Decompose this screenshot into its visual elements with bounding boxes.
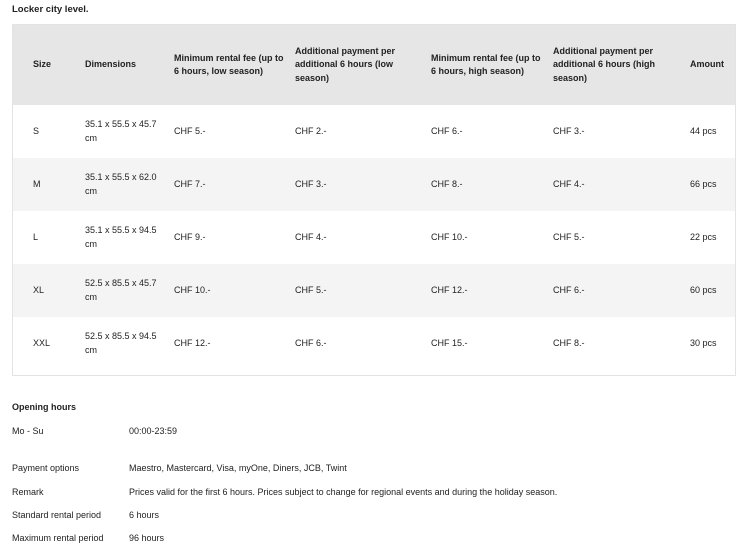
cell-amount: 66 pcs: [690, 158, 735, 211]
cell-additional-low: CHF 3.-: [295, 158, 431, 211]
opening-days-label: Mo - Su: [12, 426, 44, 436]
cell-additional-low: CHF 6.-: [295, 337, 327, 348]
cell-size: L: [33, 231, 39, 242]
table-row: [13, 264, 735, 317]
locker-price-table: [13, 25, 735, 370]
cell-dimensions: 35.1 x 55.5 x 62.0 cm: [85, 158, 174, 211]
payment-options-label: Payment options: [12, 463, 80, 473]
remark-label: Remark: [12, 487, 44, 497]
cell-additional-high: CHF 3.-: [553, 125, 585, 136]
cell-amount: 30 pcs: [690, 337, 717, 348]
cell-additional-high: CHF 8.-: [553, 337, 585, 348]
cell-additional-low: CHF 2.-: [295, 125, 327, 136]
standard-rental-value: 6 hours: [129, 510, 160, 520]
cell-additional-low: CHF 4.-: [295, 231, 327, 242]
cell-additional-high: CHF 6.-: [553, 264, 690, 317]
cell-min-fee-low: CHF 9.-: [174, 231, 206, 242]
cell-dimensions: 35.1 x 55.5 x 45.7 cm: [85, 119, 157, 143]
maximum-rental-label: Maximum rental period: [12, 533, 104, 543]
opening-hours-row: [12, 426, 177, 436]
header-size: Size: [33, 59, 52, 70]
standard-rental-row: [12, 510, 159, 520]
cell-min-fee-low: CHF 5.-: [174, 125, 206, 136]
cell-dimensions: 52.5 x 85.5 x 45.7 cm: [85, 264, 174, 317]
cell-additional-high: CHF 4.-: [553, 158, 690, 211]
cell-additional-high: CHF 5.-: [553, 231, 585, 242]
header-additional-high: Additional payment per additional 6 hours (high season): [553, 45, 655, 83]
cell-amount: 22 pcs: [690, 231, 717, 242]
table-row: [13, 211, 735, 264]
table-row: [13, 317, 735, 370]
header-min-fee-high: Minimum rental fee (up to 6 hours, high season): [431, 52, 541, 76]
cell-min-fee-low: CHF 7.-: [174, 158, 295, 211]
header-min-fee-low: Minimum rental fee (up to 6 hours, low season): [174, 52, 284, 76]
table-header-row: [13, 25, 735, 105]
cell-min-fee-low: CHF 12.-: [174, 337, 211, 348]
cell-dimensions: 35.1 x 55.5 x 94.5 cm: [85, 225, 157, 249]
header-additional-low: Additional payment per additional 6 hours (low season): [295, 45, 396, 83]
maximum-rental-value: 96 hours: [129, 533, 165, 543]
table-row: [13, 105, 735, 158]
remark-row: [12, 487, 557, 497]
cell-additional-low: CHF 5.-: [295, 264, 431, 317]
cell-min-fee-high: CHF 15.-: [431, 337, 468, 348]
locker-table-container: [12, 24, 736, 376]
payment-options-row: [12, 463, 347, 473]
cell-min-fee-high: CHF 8.-: [431, 158, 553, 211]
standard-rental-label: Standard rental period: [12, 510, 102, 520]
opening-hours-title: Opening hours: [12, 402, 76, 412]
cell-size: XXL: [33, 337, 51, 348]
cell-size: S: [33, 125, 40, 136]
table-caption: Locker city level.: [12, 4, 89, 15]
cell-min-fee-high: CHF 12.-: [431, 264, 553, 317]
maximum-rental-row: [12, 533, 164, 543]
table-row: [13, 158, 735, 211]
cell-amount: 60 pcs: [690, 264, 735, 317]
cell-amount: 44 pcs: [690, 125, 717, 136]
cell-min-fee-low: CHF 10.-: [174, 264, 295, 317]
header-amount: Amount: [690, 59, 724, 70]
opening-hours-value: 00:00-23:59: [129, 426, 178, 436]
cell-size: XL: [13, 264, 85, 317]
header-dimensions: Dimensions: [85, 59, 137, 70]
payment-options-value: Maestro, Mastercard, Visa, myOne, Diners, JCB, Twint: [129, 463, 347, 473]
remark-value: Prices valid for the first 6 hours. Prices subject to change for regional events and during the holiday season.: [129, 487, 558, 497]
cell-dimensions: 52.5 x 85.5 x 94.5 cm: [85, 331, 157, 355]
cell-size: M: [13, 158, 85, 211]
cell-min-fee-high: CHF 6.-: [431, 125, 463, 136]
cell-min-fee-high: CHF 10.-: [431, 231, 468, 242]
